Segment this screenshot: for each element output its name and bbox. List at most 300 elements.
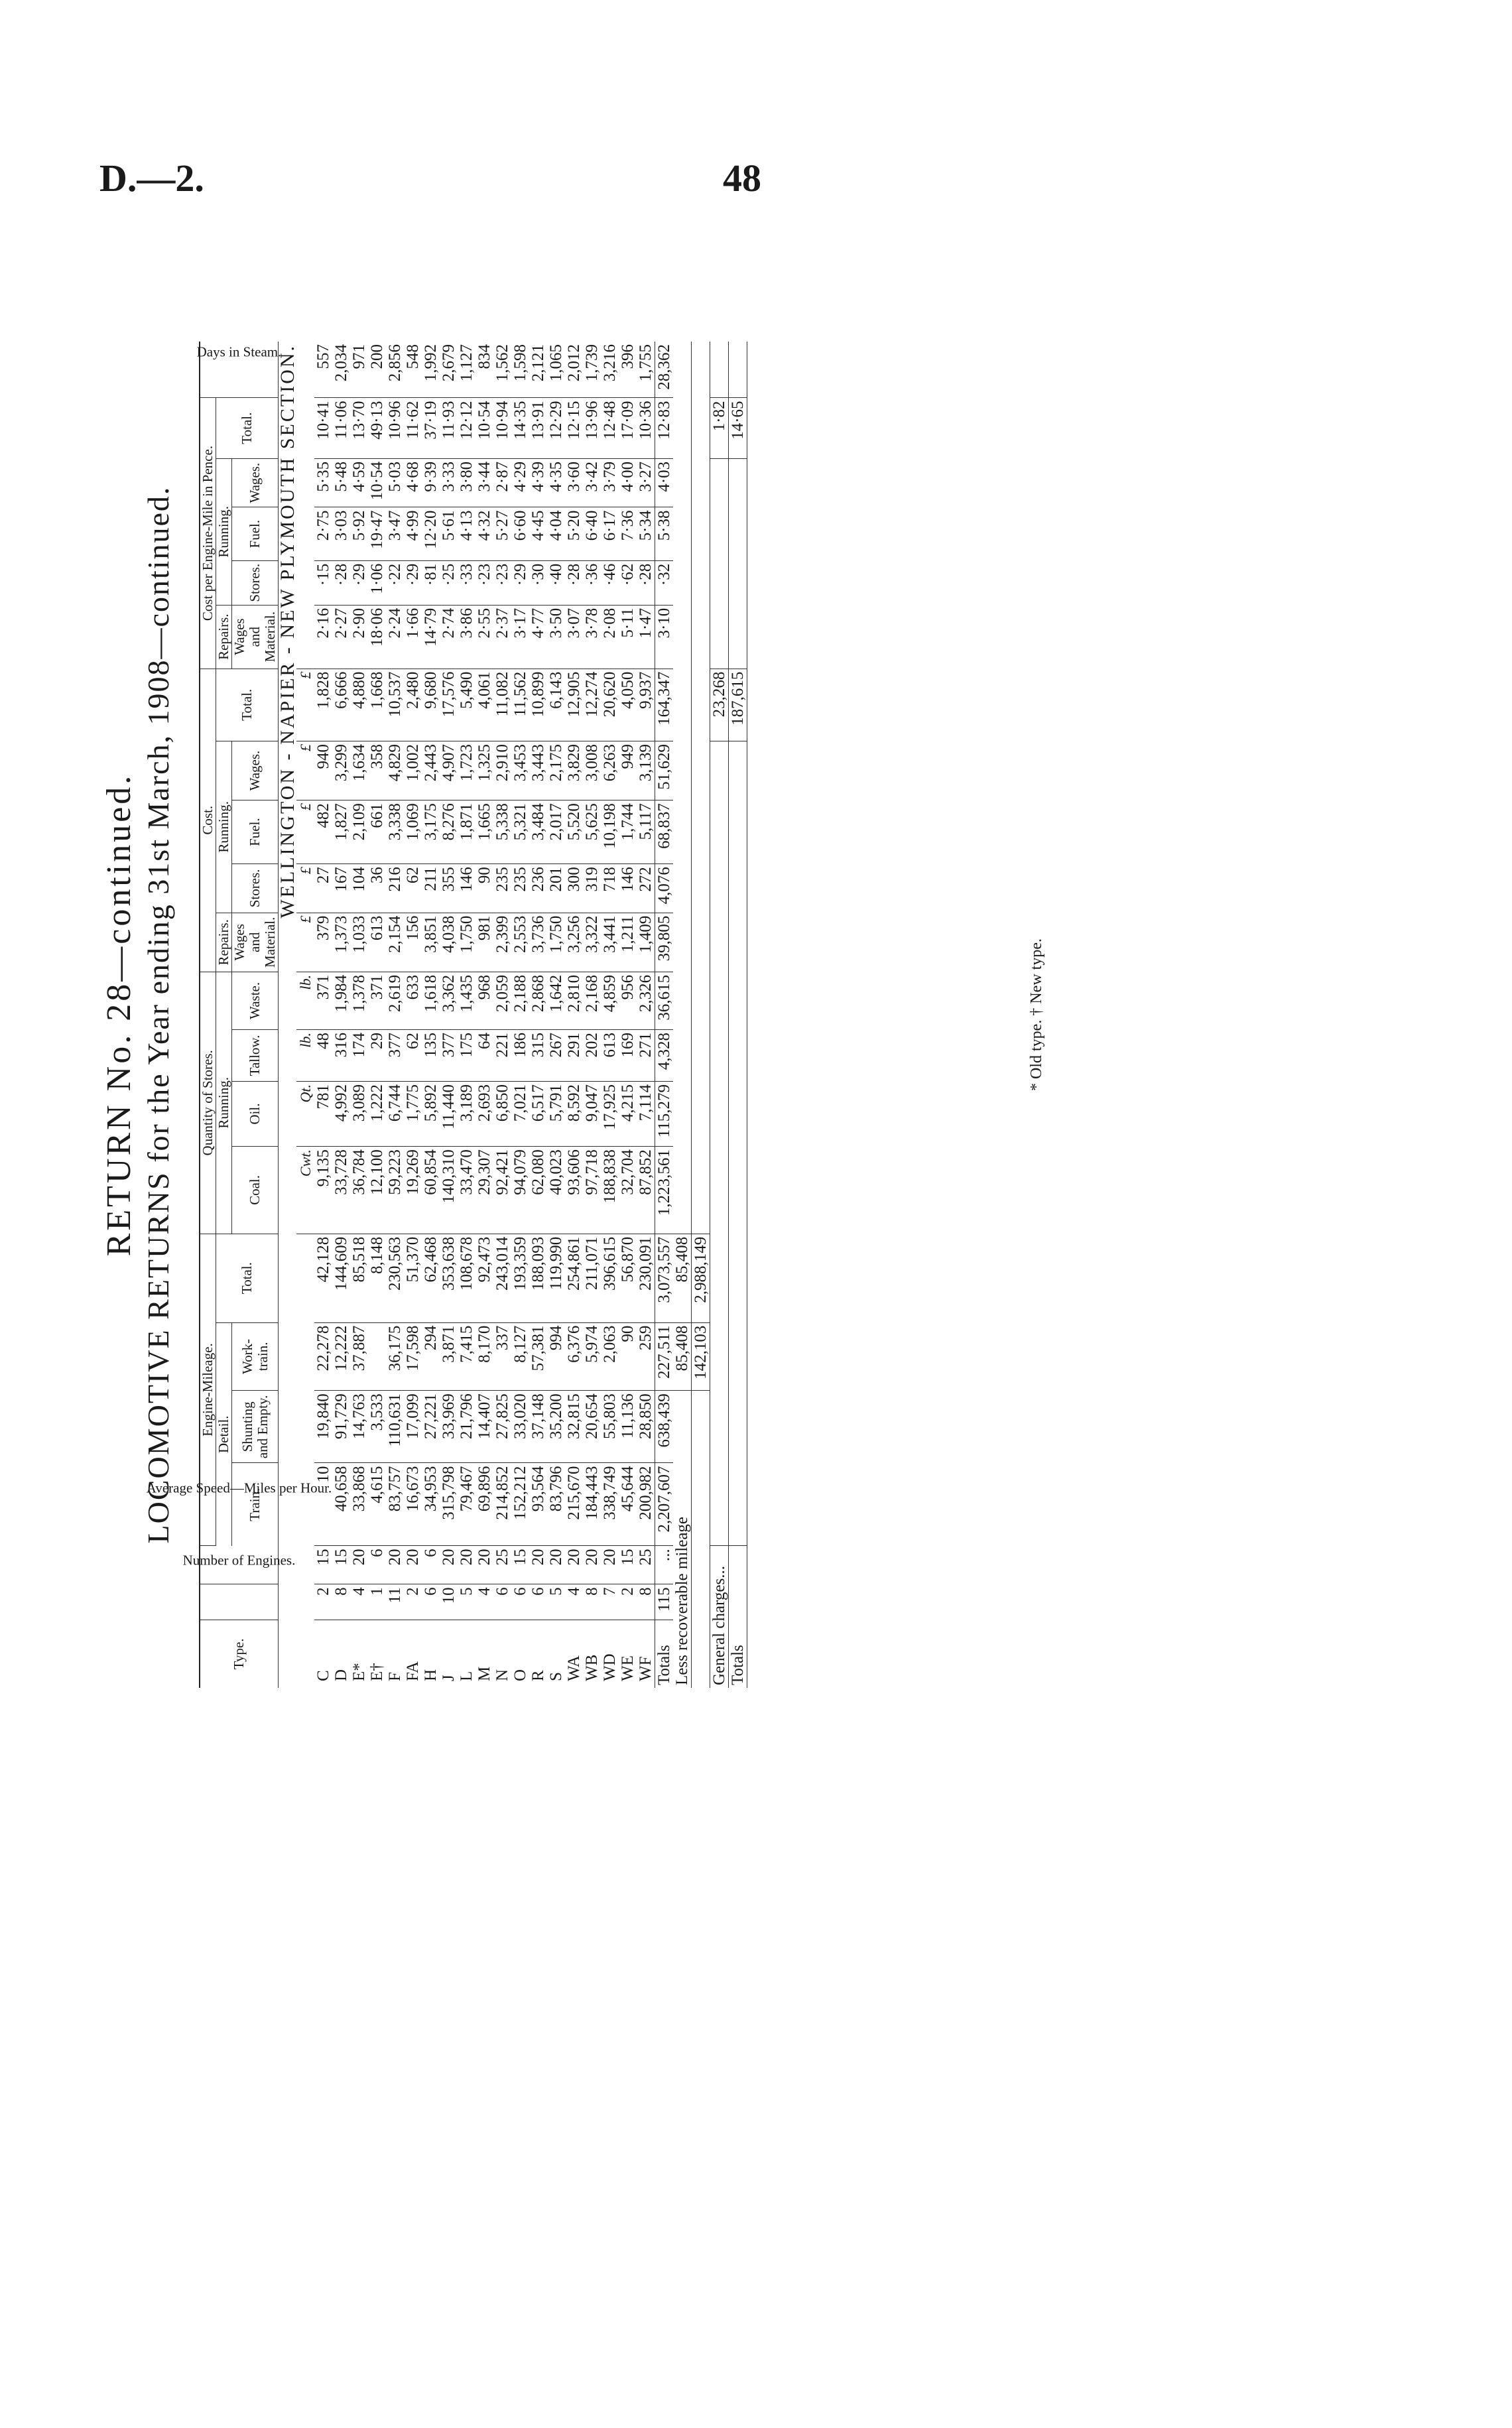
table-cell: 12·48 (601, 398, 619, 458)
unit-money-total: £ (296, 669, 314, 741)
table-cell: 1·47 (637, 605, 655, 669)
table-cell: 6 (422, 1546, 440, 1584)
table-cell: 221 (493, 1029, 511, 1081)
table-cell: 6,850 (493, 1082, 511, 1147)
table-cell: 55,803 (601, 1391, 619, 1463)
table-cell: 5·92 (350, 507, 368, 560)
engine-type-cell: N (493, 1669, 511, 1681)
table-cell: 1,723 (458, 741, 475, 800)
table-cell: 110,631 (386, 1391, 404, 1463)
rotated-table-page (99, 342, 1094, 1688)
grand-totals-label: Totals (729, 1546, 747, 1688)
table-cell: 10 (314, 1463, 332, 1546)
totals-cell: 36,615 (655, 972, 674, 1029)
table-cell: 62,080 (529, 1147, 547, 1234)
table-cell: 33,470 (458, 1147, 475, 1234)
table-cell: 94,079 (511, 1147, 529, 1234)
table-cell: 2·37 (493, 605, 511, 669)
general-charges-label: General charges... (710, 1546, 729, 1688)
table-cell: 353,638 (440, 1234, 458, 1322)
table-cell: 62 (404, 864, 422, 913)
table-cell: 3·47 (386, 507, 404, 560)
detail-header: Detail. (216, 1322, 232, 1546)
engine-type-cell: WA (565, 1655, 583, 1681)
table-cell: 300 (565, 864, 583, 913)
table-cell: 4 (475, 1584, 493, 1620)
table-cell: 2·55 (475, 605, 493, 669)
table-cell: 193,359 (511, 1234, 529, 1322)
table-cell: ·30 (529, 560, 547, 605)
quantity-stores-header: Quantity of Stores. (200, 972, 216, 1234)
totals-cell: 1,223,561 (655, 1147, 674, 1234)
table-cell: 4·13 (458, 507, 475, 560)
grand-totals-row (729, 342, 747, 1688)
table-cell: 200,982 (637, 1463, 655, 1546)
table-cell: 1,871 (458, 800, 475, 864)
table-cell: 9,680 (422, 669, 440, 741)
table-cell: 3·79 (601, 458, 619, 507)
table-cell: 1,211 (619, 913, 637, 972)
table-cell: 315 (529, 1029, 547, 1081)
table-cell: 5,490 (458, 669, 475, 741)
table-cell: 18·06 (368, 605, 386, 669)
table-cell: 557 (314, 342, 332, 398)
table-cell: 42,128 (314, 1234, 332, 1322)
shunting-header: Shunting and Empty. (232, 1391, 279, 1463)
table-cell: 4·35 (547, 458, 565, 507)
table-cell: 64 (475, 1029, 493, 1081)
table-cell: 2,910 (493, 741, 511, 800)
page-number: 48 (723, 157, 761, 200)
table-cell: 214,852 (493, 1463, 511, 1546)
table-cell: 968 (475, 972, 493, 1029)
table-cell: 45,644 (619, 1463, 637, 1546)
engine-type-cell: F (386, 1672, 404, 1681)
table-row (458, 342, 475, 1688)
less-recoverable-label: Less recoverable mileage (673, 1516, 691, 1685)
work-train-header: Work-train. (232, 1322, 279, 1391)
table-cell: 6 (511, 1584, 529, 1620)
table-cell: 3,338 (386, 800, 404, 864)
table-cell: 3·60 (565, 458, 583, 507)
table-cell: 1,127 (458, 342, 475, 398)
table-cell: 184,443 (583, 1463, 601, 1546)
table-cell: 3,216 (601, 342, 619, 398)
pence-stores-header: Stores. (232, 560, 279, 605)
table-cell: 2,810 (565, 972, 583, 1029)
table-cell: 2·75 (314, 507, 332, 560)
net-total: 2,988,149 (692, 1234, 710, 1322)
table-cell: 10·54 (368, 458, 386, 507)
table-cell: 13·70 (350, 398, 368, 458)
table-cell: 4,880 (350, 669, 368, 741)
table-cell: 235 (511, 864, 529, 913)
table-cell: 3,533 (368, 1391, 386, 1463)
net-mileage-row (692, 342, 710, 1688)
table-cell: 2·08 (601, 605, 619, 669)
table-cell: 2,063 (601, 1322, 619, 1391)
table-cell: ·33 (458, 560, 475, 605)
table-cell: 36,784 (350, 1147, 368, 1234)
table-cell: 4·39 (529, 458, 547, 507)
table-cell (368, 1322, 386, 1391)
table-cell: 20 (440, 1546, 458, 1584)
cost-header: Cost. (200, 669, 216, 972)
table-cell: 9·39 (422, 458, 440, 507)
table-cell: ·23 (493, 560, 511, 605)
table-row (475, 342, 493, 1688)
table-cell: 119,990 (547, 1234, 565, 1322)
table-cell: 59,223 (386, 1147, 404, 1234)
table-cell: 10·96 (386, 398, 404, 458)
table-cell: 33,020 (511, 1391, 529, 1463)
table-cell: 6·40 (583, 507, 601, 560)
table-cell: 3,299 (332, 741, 350, 800)
table-cell: 4,859 (601, 972, 619, 1029)
table-cell: 22,278 (314, 1322, 332, 1391)
cost-wages-material-header: Wages and Material. (232, 913, 279, 972)
table-cell: 315,798 (440, 1463, 458, 1546)
table-cell: 6,517 (529, 1082, 547, 1147)
totals-cell: 68,837 (655, 800, 674, 864)
table-cell: 2,175 (547, 741, 565, 800)
table-cell: 291 (565, 1029, 583, 1081)
days-steam-header: Days in Steam. (200, 342, 279, 398)
table-cell: 3·07 (565, 605, 583, 669)
unit-tallow: lb. (296, 1029, 314, 1081)
table-cell: 2,154 (386, 913, 404, 972)
totals-cell: 12·83 (655, 398, 674, 458)
table-cell: 1,755 (637, 342, 655, 398)
table-cell: 3,453 (511, 741, 529, 800)
table-cell: 1,065 (547, 342, 565, 398)
engine-type-cell: R (529, 1670, 547, 1681)
table-cell: 17,598 (404, 1322, 422, 1391)
totals-cell: 164,347 (655, 669, 674, 741)
table-cell: ·25 (440, 560, 458, 605)
table-row (368, 342, 386, 1688)
table-cell: 1,668 (368, 669, 386, 741)
table-cell: 40,023 (547, 1147, 565, 1234)
table-cell: 2·87 (493, 458, 511, 507)
grand-totals-pence: 14·65 (729, 398, 747, 458)
table-cell: 337 (493, 1322, 511, 1391)
table-cell: 8,592 (565, 1082, 583, 1147)
table-cell: 15 (619, 1546, 637, 1584)
table-cell: 40,658 (332, 1463, 350, 1546)
table-cell: 1,744 (619, 800, 637, 864)
net-work-train: 142,103 (692, 1322, 710, 1391)
table-cell: 201 (547, 864, 565, 913)
table-cell: 482 (314, 800, 332, 864)
table-cell: 5,625 (583, 800, 601, 864)
table-cell: 2,121 (529, 342, 547, 398)
table-cell: 167 (332, 864, 350, 913)
table-cell: 940 (314, 741, 332, 800)
table-cell: 62,468 (422, 1234, 440, 1322)
table-cell: 3,089 (350, 1082, 368, 1147)
engine-type-cell: S (547, 1672, 565, 1681)
table-cell: 5·34 (637, 507, 655, 560)
unit-money-wages: £ (296, 741, 314, 800)
table-cell: 8 (637, 1584, 655, 1620)
table-cell: 10·41 (314, 398, 332, 458)
table-row (547, 342, 565, 1688)
table-cell: 10,899 (529, 669, 547, 741)
totals-cell: ·32 (655, 560, 674, 605)
table-cell: 57,381 (529, 1322, 547, 1391)
table-cell: 2,188 (511, 972, 529, 1029)
table-cell: 1,373 (332, 913, 350, 972)
table-cell: 152,212 (511, 1463, 529, 1546)
table-cell: 2,553 (511, 913, 529, 972)
table-cell: 36,175 (386, 1322, 404, 1391)
cost-fuel-header: Fuel. (232, 800, 279, 864)
totals-cell: 39,805 (655, 913, 674, 972)
table-cell: 6,376 (565, 1322, 583, 1391)
table-cell: 1 (368, 1584, 386, 1620)
engine-type-cell: WB (583, 1654, 601, 1681)
table-cell: 8,127 (511, 1322, 529, 1391)
table-cell: 355 (440, 864, 458, 913)
table-cell: 5·35 (314, 458, 332, 507)
table-cell: 156 (404, 913, 422, 972)
table-cell: 3,008 (583, 741, 601, 800)
waste-header: Waste. (232, 972, 279, 1029)
table-cell: 79,467 (458, 1463, 475, 1546)
pence-total-header: Total. (216, 398, 279, 458)
table-cell: 14·79 (422, 605, 440, 669)
table-cell: 1·66 (404, 605, 422, 669)
table-cell: 20 (404, 1546, 422, 1584)
table-cell: 1,325 (475, 741, 493, 800)
unit-money-repairs: £ (296, 913, 314, 972)
table-cell: 3,139 (637, 741, 655, 800)
table-cell: 2,168 (583, 972, 601, 1029)
table-cell: 2,326 (637, 972, 655, 1029)
table-cell: 3·17 (511, 605, 529, 669)
engine-type-cell: WE (619, 1655, 637, 1681)
totals-cell: 51,629 (655, 741, 674, 800)
table-cell: ·15 (314, 560, 332, 605)
stores-running-header: Running. (216, 972, 232, 1234)
table-cell: 613 (601, 1029, 619, 1081)
table-cell: 13·91 (529, 398, 547, 458)
table-cell: 1,033 (350, 913, 368, 972)
table-cell: 12·29 (547, 398, 565, 458)
table-cell: 2,443 (422, 741, 440, 800)
table-cell: 548 (404, 342, 422, 398)
table-cell: 1,984 (332, 972, 350, 1029)
table-cell: 5·11 (619, 605, 637, 669)
table-cell: 1,775 (404, 1082, 422, 1147)
table-cell: 271 (637, 1029, 655, 1081)
table-cell: ·29 (404, 560, 422, 605)
table-cell: 17,576 (440, 669, 458, 741)
table-cell: 971 (350, 342, 368, 398)
table-cell: 338,749 (601, 1463, 619, 1546)
table-cell: 981 (475, 913, 493, 972)
table-cell: 144,609 (332, 1234, 350, 1322)
type-header: Type. (200, 1620, 279, 1688)
engine-type-cell: E* (350, 1663, 368, 1681)
table-row (619, 342, 637, 1688)
table-cell: 20 (386, 1546, 404, 1584)
pence-wages-header: Wages. (232, 458, 279, 507)
table-cell: 2,679 (440, 342, 458, 398)
table-cell: 1,378 (350, 972, 368, 1029)
table-cell: 2·74 (440, 605, 458, 669)
table-cell: 19·47 (368, 507, 386, 560)
table-cell: 377 (440, 1029, 458, 1081)
table-cell: 1,409 (637, 913, 655, 972)
table-cell: 371 (314, 972, 332, 1029)
table-cell: 235 (493, 864, 511, 913)
general-charges-pence: 1·82 (710, 398, 729, 458)
table-cell: 3,441 (601, 913, 619, 972)
pence-wages-material-header: Wages and Material. (232, 605, 279, 669)
table-cell: ·28 (332, 560, 350, 605)
table-cell: 3·44 (475, 458, 493, 507)
table-cell: 4·45 (529, 507, 547, 560)
table-cell: 1,665 (475, 800, 493, 864)
table-cell: 15 (511, 1546, 529, 1584)
cost-total-header: Total. (216, 669, 279, 741)
table-cell: 4·99 (404, 507, 422, 560)
totals-cell: 3·10 (655, 605, 674, 669)
table-cell: 4,061 (475, 669, 493, 741)
table-cell: 4·32 (475, 507, 493, 560)
table-cell: 49·13 (368, 398, 386, 458)
table-cell: 294 (422, 1322, 440, 1391)
less-recoverable-row (673, 342, 692, 1688)
table-cell: 90 (475, 864, 493, 913)
table-cell: 11·93 (440, 398, 458, 458)
table-cell: 135 (422, 1029, 440, 1081)
totals-cell: 5·38 (655, 507, 674, 560)
engine-type-cell: O (511, 1669, 529, 1681)
table-cell: 1,750 (458, 913, 475, 972)
table-cell: ·28 (565, 560, 583, 605)
table-cell: 5,892 (422, 1082, 440, 1147)
totals-cell: 2,207,607 (655, 1463, 674, 1546)
table-cell: 20 (601, 1546, 619, 1584)
table-cell: 3,484 (529, 800, 547, 864)
table-cell: 661 (368, 800, 386, 864)
table-cell: 1,739 (583, 342, 601, 398)
cost-repairs-header: Repairs. (216, 913, 232, 972)
table-cell: 7,114 (637, 1082, 655, 1147)
table-cell: ·40 (547, 560, 565, 605)
table-cell: 8 (583, 1584, 601, 1620)
table-cell: 1,618 (422, 972, 440, 1029)
table-cell: 236 (529, 864, 547, 913)
engine-mileage-header: Engine-Mileage. (200, 1234, 216, 1546)
table-cell: 174 (350, 1029, 368, 1081)
table-row (386, 342, 404, 1688)
table-cell: 10,537 (386, 669, 404, 741)
table-cell: 319 (583, 864, 601, 913)
table-cell: 11·06 (332, 398, 350, 458)
table-cell: 254,861 (565, 1234, 583, 1322)
table-cell: 6,744 (386, 1082, 404, 1147)
table-row (637, 342, 655, 1688)
table-cell: 230,563 (386, 1234, 404, 1322)
table-cell: ·36 (583, 560, 601, 605)
engine-type-cell: L (458, 1671, 475, 1681)
table-cell: 3·42 (583, 458, 601, 507)
table-cell: ·29 (350, 560, 368, 605)
table-cell: 3·03 (332, 507, 350, 560)
general-charges-cost: 23,268 (710, 669, 729, 741)
table-cell: 2,017 (547, 800, 565, 864)
engine-type-cell: FA (404, 1661, 422, 1681)
table-cell: 16,673 (404, 1463, 422, 1546)
table-cell: 19,269 (404, 1147, 422, 1234)
table-cell: 3·50 (547, 605, 565, 669)
grand-totals-cost: 187,615 (729, 669, 747, 741)
less-recoverable-work-train: 85,408 (673, 1322, 692, 1391)
table-cell: 3·86 (458, 605, 475, 669)
table-cell: 20 (547, 1546, 565, 1584)
table-cell: 1,069 (404, 800, 422, 864)
table-cell: 2 (314, 1584, 332, 1620)
oil-header: Oil. (232, 1082, 279, 1147)
general-charges-row (710, 342, 729, 1688)
less-recoverable-total: 85,408 (673, 1234, 692, 1322)
table-cell: 2,059 (493, 972, 511, 1029)
table-cell: 90 (619, 1322, 637, 1391)
table-cell: 2·16 (314, 605, 332, 669)
table-cell: 27 (314, 864, 332, 913)
table-cell: 11,082 (493, 669, 511, 741)
table-cell: ·62 (619, 560, 637, 605)
engine-type-cell: WF (637, 1656, 655, 1681)
mileage-total-header: Total. (216, 1234, 279, 1322)
table-cell: 93,606 (565, 1147, 583, 1234)
return-title: RETURN No. 28—continued. (100, 773, 138, 1257)
table-cell: 215,670 (565, 1463, 583, 1546)
table-cell: 12,100 (368, 1147, 386, 1234)
totals-cell: 4·03 (655, 458, 674, 507)
table-cell: 1,002 (404, 741, 422, 800)
table-cell: 2·90 (350, 605, 368, 669)
table-cell: 202 (583, 1029, 601, 1081)
table-cell: 20,654 (583, 1391, 601, 1463)
table-cell: 956 (619, 972, 637, 1029)
table-cell: 4·29 (511, 458, 529, 507)
table-cell: 8,170 (475, 1322, 493, 1391)
table-cell: 316 (332, 1029, 350, 1081)
table-cell: 2,480 (404, 669, 422, 741)
table-cell: 3,189 (458, 1082, 475, 1147)
table-cell: 19,840 (314, 1391, 332, 1463)
table-cell: 4,907 (440, 741, 458, 800)
table-cell: 5,520 (565, 800, 583, 864)
table-cell: 20 (529, 1546, 547, 1584)
table-cell: 62 (404, 1029, 422, 1081)
table-cell: ·23 (475, 560, 493, 605)
table-cell: 93,564 (529, 1463, 547, 1546)
table-cell: 6,666 (332, 669, 350, 741)
table-cell: 5·48 (332, 458, 350, 507)
cost-wages-header: Wages. (232, 741, 279, 800)
table-cell: 4,215 (619, 1082, 637, 1147)
table-row (583, 342, 601, 1688)
table-cell: 5,974 (583, 1322, 601, 1391)
engine-type-cell: M (475, 1666, 493, 1681)
table-cell: 4·68 (404, 458, 422, 507)
